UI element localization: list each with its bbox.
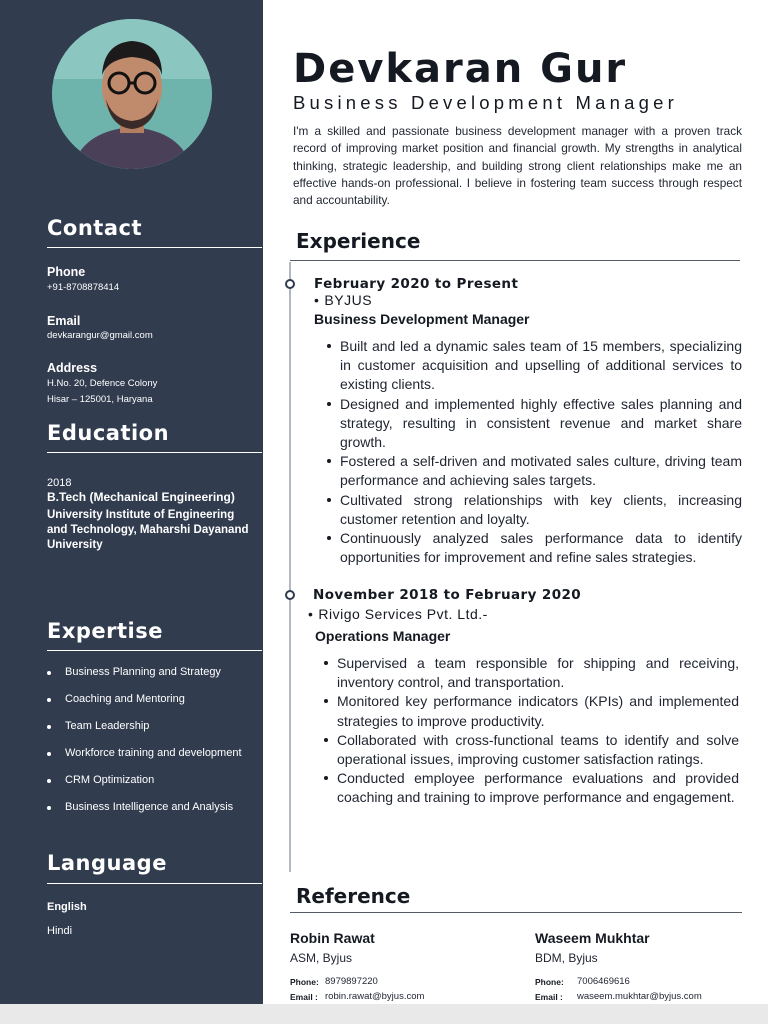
address-line-1: H.No. 20, Defence Colony: [47, 378, 158, 389]
reference-email-label: Email :: [290, 992, 318, 1002]
email-value: devkarangur@gmail.com: [47, 330, 153, 341]
candidate-name: Devkaran Gur: [293, 46, 628, 92]
profile-summary: I'm a skilled and passionate business development manager with a proven track record of improving market position and financial growth. My strengths in analytical thinking, strategic leadership, and building strong client relationships make me an effective hands-on professional. I believe in fostering team success through respect and accountability.: [293, 124, 742, 208]
list-item: Built and led a dynamic sales team of 15 members, specializing in customer acquisition and upselling of additional services to existing clients.: [340, 337, 742, 395]
profile-photo-icon: [52, 19, 212, 169]
education-divider: [47, 452, 262, 453]
education-school: University Institute of Engineering and Technology, Maharshi Dayanand University: [47, 509, 249, 551]
timeline-dot-icon: [285, 590, 295, 600]
list-item: Team Leadership: [47, 720, 242, 747]
list-item: Fostered a self-driven and motivated sales culture, driving team performance and achieving sales targets.: [340, 452, 742, 490]
job-date: February 2020 to Present: [314, 276, 519, 292]
job-role: Operations Manager: [315, 628, 451, 644]
job-company: [314, 292, 372, 308]
experience-divider: [290, 260, 740, 261]
job-duties: [340, 337, 742, 567]
profile-photo: [52, 19, 212, 169]
list-item: Collaborated with cross-functional teams to identify and solve operational issues, improving customer satisfaction ratings.: [337, 731, 739, 769]
email-label: Email: [47, 314, 81, 328]
bullet-icon: •: [314, 292, 320, 308]
list-item: Monitored key performance indicators (KPIs) and implemented strategies to improve productivity.: [337, 692, 739, 730]
reference-email-label: Email :: [535, 992, 563, 1002]
reference-position: BDM, Byjus: [535, 951, 598, 965]
address-label: Address: [47, 361, 98, 375]
candidate-title: Business Development Manager: [293, 92, 678, 113]
list-item: Cultivated strong relationships with key clients, increasing customer retention and loyalty.: [340, 491, 742, 529]
list-item: Coaching and Mentoring: [47, 693, 242, 720]
expertise-divider: [47, 650, 262, 651]
language-divider: [47, 883, 262, 884]
address-line-2: Hisar – 125001, Haryana: [47, 394, 153, 405]
phone-label: Phone: [47, 265, 86, 279]
reference-heading: Reference: [296, 884, 411, 908]
language-english: English: [47, 901, 87, 913]
job-company-name: BYJUS: [324, 292, 373, 308]
contact-heading: Contact: [47, 216, 142, 240]
reference-name: Waseem Mukhtar: [535, 930, 650, 946]
education-year: 2018: [47, 477, 72, 489]
list-item: CRM Optimization: [47, 774, 242, 801]
reference-phone: 8979897220: [325, 976, 378, 987]
expertise-heading: Expertise: [47, 619, 164, 643]
reference-position: ASM, Byjus: [290, 951, 353, 965]
reference-divider: [290, 912, 742, 913]
job-date: November 2018 to February 2020: [313, 587, 582, 603]
list-item: Designed and implemented highly effective sales planning and strategy, resulting in consistent revenue and market share growth.: [340, 395, 742, 453]
phone-value: +91-8708878414: [47, 282, 120, 293]
job-company-name: Rivigo Services Pvt. Ltd.-: [318, 606, 488, 622]
job-role: Business Development Manager: [314, 311, 530, 327]
contact-divider: [47, 247, 262, 248]
job-duties: [337, 654, 739, 808]
reference-phone-label: Phone:: [535, 977, 564, 987]
list-item: Supervised a team responsible for shipping and receiving, inventory control, and transportation.: [337, 654, 739, 692]
list-item: Continuously analyzed sales performance data to identify opportunities for improvement and refine sales strategies.: [340, 529, 742, 567]
list-item: Conducted employee performance evaluations and provided coaching and training to improve performance and engagement.: [337, 769, 739, 807]
experience-heading: Experience: [296, 229, 421, 253]
language-hindi: Hindi: [47, 925, 73, 937]
reference-phone-label: Phone:: [290, 977, 319, 987]
expertise-list: [47, 666, 242, 828]
bullet-icon: •: [308, 606, 314, 622]
language-heading: Language: [47, 851, 167, 875]
reference-name: Robin Rawat: [290, 930, 375, 946]
reference-phone: 7006469616: [577, 976, 630, 987]
list-item: Workforce training and development: [47, 747, 242, 774]
job-company: [308, 606, 488, 622]
education-degree: B.Tech (Mechanical Engineering): [47, 490, 235, 504]
sidebar: [0, 0, 263, 1004]
list-item: Business Planning and Strategy: [47, 666, 242, 693]
education-heading: Education: [47, 421, 170, 445]
reference-email: waseem.mukhtar@byjus.com: [577, 991, 702, 1002]
experience-timeline: [289, 262, 291, 872]
timeline-dot-icon: [285, 279, 295, 289]
list-item: Business Intelligence and Analysis: [47, 801, 242, 828]
reference-email: robin.rawat@byjus.com: [325, 991, 425, 1002]
